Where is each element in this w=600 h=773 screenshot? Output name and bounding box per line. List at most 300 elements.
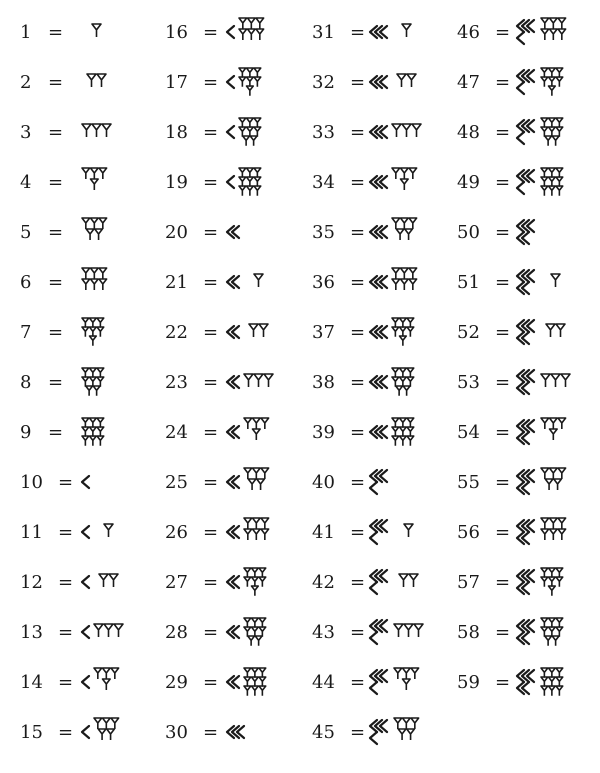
cuneiform-5-icon <box>80 218 112 248</box>
unit-wedge <box>549 586 556 596</box>
cuneiform-57-icon <box>515 568 568 598</box>
number-label: 52 <box>457 321 480 343</box>
unit-wedge <box>82 279 90 290</box>
cuneiform-14-icon <box>80 668 124 698</box>
numeral-entry <box>312 662 438 702</box>
cuneiform-29-icon <box>225 668 271 698</box>
number-label: 31 <box>312 21 335 43</box>
unit-wedge <box>551 274 560 287</box>
unit-wedge <box>91 268 99 279</box>
unit-wedge <box>541 374 550 387</box>
unit-wedge <box>256 29 264 40</box>
numeral-entry <box>165 162 295 202</box>
cuneiform-symbol <box>368 68 421 96</box>
equals-sign: = <box>203 71 219 93</box>
equals-sign: = <box>203 571 219 593</box>
cuneiform-symbol <box>515 368 575 396</box>
numeral-entry <box>165 662 295 702</box>
numeral-entry <box>457 362 585 402</box>
numeral-entry <box>457 312 585 352</box>
cuneiform-symbol <box>515 268 565 296</box>
cuneiform-33-icon <box>368 118 426 148</box>
ten-wedge <box>517 32 524 44</box>
cuneiform-20-icon <box>225 218 248 248</box>
cuneiform-symbol <box>225 468 274 496</box>
unit-wedge <box>402 124 411 137</box>
unit-wedge <box>541 29 549 40</box>
unit-wedge <box>99 218 107 229</box>
cuneiform-symbol <box>80 218 112 246</box>
unit-wedge <box>247 86 254 96</box>
unit-wedge <box>261 518 269 529</box>
unit-wedge <box>409 279 417 290</box>
number-label: 8 <box>20 371 32 393</box>
unit-wedge <box>399 574 408 587</box>
cuneiform-symbol <box>515 168 568 196</box>
equals-sign: = <box>495 621 511 643</box>
numeral-entry <box>312 312 438 352</box>
equals-sign: = <box>350 271 366 293</box>
unit-wedge <box>556 186 563 196</box>
number-label: 36 <box>312 271 335 293</box>
numeral-entry <box>457 462 585 502</box>
cuneiform-39-icon <box>368 418 419 448</box>
unit-wedge <box>392 327 399 337</box>
number-label: 41 <box>312 521 335 543</box>
cuneiform-symbol <box>225 418 274 446</box>
cuneiform-symbol <box>368 518 418 546</box>
unit-wedge <box>253 429 261 440</box>
unit-wedge <box>111 668 119 679</box>
cuneiform-6-icon <box>80 268 112 298</box>
unit-wedge <box>392 124 401 137</box>
cuneiform-31-icon <box>368 18 416 48</box>
unit-wedge <box>82 436 89 446</box>
cuneiform-symbol <box>515 518 571 546</box>
cuneiform-symbol <box>80 618 128 646</box>
cuneiform-symbol <box>80 668 124 696</box>
numeral-entry <box>165 712 295 752</box>
cuneiform-23-icon <box>225 368 278 398</box>
numeral-entry <box>20 412 150 452</box>
unit-wedge <box>102 124 111 137</box>
unit-wedge <box>91 179 99 190</box>
equals-sign: = <box>495 21 511 43</box>
number-label: 43 <box>312 621 335 643</box>
unit-wedge <box>99 574 108 587</box>
cuneiform-symbol <box>80 368 109 396</box>
cuneiform-4-icon <box>80 168 112 198</box>
cuneiform-symbol <box>225 68 266 96</box>
number-label: 35 <box>312 221 335 243</box>
cuneiform-55-icon <box>515 468 571 498</box>
cuneiform-symbol <box>368 568 423 596</box>
equals-sign: = <box>495 671 511 693</box>
unit-wedge <box>261 418 269 429</box>
equals-sign: = <box>350 371 366 393</box>
cuneiform-symbol <box>368 468 398 496</box>
cuneiform-symbol <box>80 268 112 296</box>
cuneiform-42-icon <box>368 568 423 598</box>
cuneiform-2-icon <box>80 68 111 98</box>
ten-wedge <box>370 632 377 644</box>
number-label: 59 <box>457 671 480 693</box>
numeral-entry <box>312 412 438 452</box>
cuneiform-44-icon <box>368 668 424 698</box>
number-label: 7 <box>20 321 32 343</box>
number-label: 57 <box>457 571 480 593</box>
unit-wedge <box>403 679 411 690</box>
unit-wedge <box>550 529 558 540</box>
cuneiform-symbol <box>225 268 268 296</box>
number-label: 58 <box>457 621 480 643</box>
equals-sign: = <box>203 371 219 393</box>
unit-wedge <box>99 279 107 290</box>
equals-sign: = <box>203 321 219 343</box>
numeral-entry <box>457 262 585 302</box>
numeral-entry <box>20 662 150 702</box>
unit-wedge <box>411 668 419 679</box>
number-label: 5 <box>20 221 32 243</box>
numeral-entry <box>20 162 150 202</box>
cuneiform-51-icon <box>515 268 565 298</box>
unit-wedge <box>107 729 115 740</box>
unit-wedge <box>545 636 552 646</box>
numeral-entry <box>20 262 150 302</box>
unit-wedge <box>97 74 106 87</box>
numeral-entry <box>20 712 150 752</box>
number-label: 19 <box>165 171 188 193</box>
unit-wedge <box>558 18 566 29</box>
cuneiform-13-icon <box>80 618 128 648</box>
number-label: 49 <box>457 171 480 193</box>
unit-wedge <box>239 77 246 87</box>
numeral-entry <box>165 212 295 252</box>
cuneiform-45-icon <box>368 718 424 748</box>
unit-wedge <box>392 436 399 446</box>
numeral-entry <box>312 462 438 502</box>
numeral-entry <box>312 262 438 302</box>
unit-wedge <box>394 624 403 637</box>
unit-wedge <box>403 386 410 396</box>
equals-sign: = <box>48 371 64 393</box>
unit-wedge <box>407 729 415 740</box>
cuneiform-25-icon <box>225 468 274 498</box>
unit-wedge <box>261 529 269 540</box>
equals-sign: = <box>350 671 366 693</box>
number-label: 32 <box>312 71 335 93</box>
number-label: 28 <box>165 621 188 643</box>
equals-sign: = <box>48 171 64 193</box>
number-label: 2 <box>20 71 32 93</box>
unit-wedge <box>550 18 558 29</box>
numeral-entry <box>165 312 295 352</box>
ten-wedge <box>82 726 89 738</box>
unit-wedge <box>556 577 563 587</box>
unit-wedge <box>541 529 549 540</box>
number-label: 47 <box>457 71 480 93</box>
numeral-entry <box>312 162 438 202</box>
cuneiform-symbol <box>368 118 426 146</box>
unit-wedge <box>82 124 91 137</box>
equals-sign: = <box>203 421 219 443</box>
cuneiform-symbol <box>515 218 545 246</box>
cuneiform-symbol <box>368 618 428 646</box>
number-label: 55 <box>457 471 480 493</box>
cuneiform-49-icon <box>515 168 568 198</box>
unit-wedge <box>541 18 549 29</box>
equals-sign: = <box>203 521 219 543</box>
unit-wedge <box>558 468 566 479</box>
unit-wedge <box>554 479 562 490</box>
unit-wedge <box>392 268 400 279</box>
unit-wedge <box>541 686 548 696</box>
cuneiform-symbol <box>515 318 570 346</box>
cuneiform-symbol <box>515 118 568 146</box>
cuneiform-47-icon <box>515 68 568 98</box>
numeral-entry <box>165 12 295 52</box>
number-label: 53 <box>457 371 480 393</box>
cuneiform-symbol <box>515 468 571 496</box>
unit-wedge <box>392 218 400 229</box>
equals-sign: = <box>203 121 219 143</box>
unit-wedge <box>253 529 261 540</box>
numeral-entry <box>312 112 438 152</box>
ten-wedge <box>517 82 524 94</box>
unit-wedge <box>558 29 566 40</box>
number-label: 29 <box>165 671 188 693</box>
number-label: 14 <box>20 671 43 693</box>
number-label: 10 <box>20 471 43 493</box>
equals-sign: = <box>495 221 511 243</box>
number-label: 30 <box>165 721 188 743</box>
number-label: 13 <box>20 621 43 643</box>
unit-wedge <box>556 324 565 337</box>
unit-wedge <box>103 668 111 679</box>
ten-wedge <box>82 526 89 538</box>
number-label: 45 <box>312 721 335 743</box>
cuneiform-35-icon <box>368 218 422 248</box>
unit-wedge <box>411 718 419 729</box>
unit-wedge <box>550 429 558 440</box>
equals-sign: = <box>203 271 219 293</box>
unit-wedge <box>404 524 413 537</box>
cuneiform-58-icon <box>515 618 568 648</box>
cuneiform-symbol <box>368 718 424 746</box>
number-label: 6 <box>20 271 32 293</box>
number-label: 17 <box>165 71 188 93</box>
ten-wedge <box>370 482 377 494</box>
number-label: 27 <box>165 571 188 593</box>
cuneiform-37-icon <box>368 318 419 348</box>
unit-wedge <box>97 436 104 446</box>
ten-wedge <box>82 576 89 588</box>
equals-sign: = <box>203 671 219 693</box>
cuneiform-symbol <box>368 418 419 446</box>
unit-wedge <box>392 168 400 179</box>
unit-wedge <box>259 324 268 337</box>
unit-wedge <box>114 624 123 637</box>
cuneiform-46-icon <box>515 18 571 48</box>
unit-wedge <box>244 577 251 587</box>
equals-sign: = <box>495 321 511 343</box>
equals-sign: = <box>495 271 511 293</box>
number-label: 18 <box>165 121 188 143</box>
number-label: 33 <box>312 121 335 143</box>
numeral-entry <box>457 112 585 152</box>
cuneiform-symbol <box>368 668 424 696</box>
number-label: 51 <box>457 271 480 293</box>
cuneiform-symbol <box>80 118 116 146</box>
cuneiform-symbol <box>368 368 419 396</box>
number-label: 56 <box>457 521 480 543</box>
unit-wedge <box>99 168 107 179</box>
number-label: 37 <box>312 321 335 343</box>
numeral-entry <box>457 212 585 252</box>
unit-wedge <box>111 718 119 729</box>
cuneiform-41-icon <box>368 518 418 548</box>
unit-wedge <box>402 24 411 37</box>
unit-wedge <box>398 729 406 740</box>
cuneiform-symbol <box>368 18 416 46</box>
cuneiform-symbol <box>80 468 98 496</box>
unit-wedge <box>401 268 409 279</box>
cuneiform-8-icon <box>80 368 109 398</box>
cuneiform-symbol <box>225 568 271 596</box>
number-label: 3 <box>20 121 32 143</box>
unit-wedge <box>244 418 252 429</box>
equals-sign: = <box>203 621 219 643</box>
unit-wedge <box>90 436 97 446</box>
numeral-entry <box>20 112 150 152</box>
equals-sign: = <box>495 421 511 443</box>
number-label: 44 <box>312 671 335 693</box>
cuneiform-symbol <box>80 568 123 596</box>
unit-wedge <box>549 186 556 196</box>
cuneiform-32-icon <box>368 68 421 98</box>
unit-wedge <box>103 679 111 690</box>
unit-wedge <box>99 268 107 279</box>
cuneiform-symbol <box>80 68 111 96</box>
numeral-entry <box>457 562 585 602</box>
cuneiform-48-icon <box>515 118 568 148</box>
unit-wedge <box>256 18 264 29</box>
numeral-entry <box>312 12 438 52</box>
unit-wedge <box>412 124 421 137</box>
unit-wedge <box>558 518 566 529</box>
cuneiform-11-icon <box>80 518 118 548</box>
number-label: 40 <box>312 471 335 493</box>
unit-wedge <box>409 168 417 179</box>
numeral-entry <box>312 712 438 752</box>
ten-wedge <box>370 732 377 744</box>
numeral-entry <box>20 512 150 552</box>
unit-wedge <box>254 274 263 287</box>
cuneiform-34-icon <box>368 168 422 198</box>
cuneiform-22-icon <box>225 318 273 348</box>
numeral-entry <box>20 612 150 652</box>
cuneiform-symbol <box>225 318 273 346</box>
unit-wedge <box>552 636 559 646</box>
cuneiform-symbol <box>225 518 274 546</box>
cuneiform-symbol <box>368 218 422 246</box>
equals-sign: = <box>495 371 511 393</box>
equals-sign: = <box>350 521 366 543</box>
number-label: 54 <box>457 421 480 443</box>
equals-sign: = <box>48 71 64 93</box>
numeral-entry <box>20 212 150 252</box>
equals-sign: = <box>350 571 366 593</box>
cuneiform-symbol <box>225 368 278 396</box>
ten-wedge <box>517 182 524 194</box>
unit-wedge <box>414 624 423 637</box>
equals-sign: = <box>350 121 366 143</box>
cuneiform-36-icon <box>368 268 422 298</box>
numeral-entry <box>457 62 585 102</box>
unit-wedge <box>91 168 99 179</box>
number-label: 11 <box>20 521 43 543</box>
numeral-entry <box>457 162 585 202</box>
equals-sign: = <box>48 421 64 443</box>
unit-wedge <box>91 279 99 290</box>
ten-wedge <box>227 176 234 188</box>
numeral-entry <box>165 412 295 452</box>
unit-wedge <box>254 374 263 387</box>
numeral-entry <box>312 212 438 252</box>
unit-wedge <box>239 186 246 196</box>
numeral-entry <box>165 612 295 652</box>
number-label: 26 <box>165 521 188 543</box>
cuneiform-symbol <box>515 568 568 596</box>
unit-wedge <box>545 136 552 146</box>
cuneiform-symbol <box>225 618 271 646</box>
unit-wedge <box>244 518 252 529</box>
unit-wedge <box>558 529 566 540</box>
unit-wedge <box>541 186 548 196</box>
numeral-entry <box>457 662 585 702</box>
numeral-entry <box>20 312 150 352</box>
equals-sign: = <box>48 221 64 243</box>
cuneiform-7-icon <box>80 318 109 348</box>
number-label: 16 <box>165 21 188 43</box>
numeral-entry <box>20 62 150 102</box>
unit-wedge <box>259 577 266 587</box>
ten-wedge <box>227 26 234 38</box>
unit-wedge <box>401 279 409 290</box>
numeral-entry <box>312 512 438 552</box>
unit-wedge <box>396 386 403 396</box>
unit-wedge <box>91 218 99 229</box>
unit-wedge <box>549 686 556 696</box>
equals-sign: = <box>495 121 511 143</box>
unit-wedge <box>264 374 273 387</box>
unit-wedge <box>551 374 560 387</box>
numeral-entry <box>20 12 150 52</box>
unit-wedge <box>253 468 261 479</box>
equals-sign: = <box>350 21 366 43</box>
cuneiform-24-icon <box>225 418 274 448</box>
ten-wedge <box>370 582 377 594</box>
ten-wedge <box>82 626 89 638</box>
unit-wedge <box>394 718 402 729</box>
numeral-entry <box>312 62 438 102</box>
unit-wedge <box>401 218 409 229</box>
cuneiform-27-icon <box>225 568 271 598</box>
cuneiform-38-icon <box>368 368 419 398</box>
equals-sign: = <box>48 321 64 343</box>
numeral-entry <box>165 462 295 502</box>
cuneiform-43-icon <box>368 618 428 648</box>
